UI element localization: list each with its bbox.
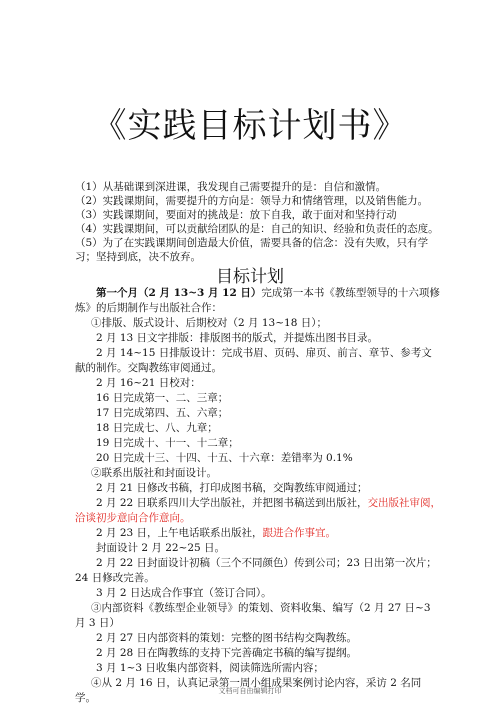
- plan-body: [75, 286, 442, 706]
- highlight-text: 跟进合作事宜。: [262, 527, 337, 539]
- plan-line: 20 日完成十三、十四、十五、十六章：差错率为 0.1%: [96, 452, 353, 464]
- intro-list: [75, 180, 442, 264]
- intro-item: （4）实践课期间，可以贡献给团队的是：自己的知识、经验和负责任的态度。: [75, 223, 439, 235]
- plan-line: 17 日完成第四、五、六章；: [96, 407, 229, 419]
- plan-line: ②联系出版社和封面设计。: [91, 467, 217, 479]
- plan-line: ①排版、版式设计、后期校对（2 月 13~18 日）；: [91, 317, 327, 329]
- plan-line: 2 月 27 日内部资料的策划：完整的图书结构交陶教练。: [96, 632, 358, 644]
- plan-line: 2 月 22 日封面设计初稿（三个不同颜色）传到公司；23 日出第一次片；24 日修改完善。: [75, 557, 437, 584]
- plan-line: [75, 526, 442, 541]
- plan-line: 2 月 13 日文字排版：排版图书的版式，并提炼出图书目录。: [96, 332, 379, 344]
- plan-line: 19 日完成十、十一、十二章；: [96, 437, 239, 449]
- plan-line: 16 日完成第一、二、三章；: [96, 392, 229, 404]
- plan-line: 2 月 21 日修改书稿，打印成图书稿，交陶教练审阅通过；: [96, 482, 368, 494]
- intro-item: （5）为了在实践课期间创造最大价值，需要具备的信念：没有失败，只有学习；坚持到底，决不放弃。: [75, 237, 429, 263]
- plan-line: ③内部资料《教练型企业领导》的策划、资料收集、编写（2 月 27 日~3 月 3 日）: [75, 602, 431, 629]
- intro-item: （2）实践课期间，需要提升的方向是：领导力和情绪管理，以及销售能力。: [75, 195, 429, 207]
- intro-item: （1）从基础课到深进课，我发现自己需要提升的是：自信和激情。: [75, 181, 387, 193]
- plan-line-text: 2 月 23 日，上午电话联系出版社，: [96, 527, 263, 539]
- plan-line-text: 2 月 22 日联系四川大学出版社，并把图书稿送到出版社，: [96, 497, 368, 509]
- page-footer: 文档可自由编辑打印: [218, 687, 282, 695]
- section-heading: 目标计划: [216, 267, 284, 287]
- highlight-text: 交出版社审阅，洽谈初步意向合作意向。: [75, 497, 442, 524]
- plan-line: 2 月 16~21 日校对：: [96, 377, 201, 389]
- plan-line: 3 月 2 日达成合作事宜（签订合同）。: [96, 587, 272, 599]
- plan-line: 封面设计 2 月 22~25 日。: [96, 542, 226, 554]
- month-label: 第一个月（2 月 13~3 月 12 日）: [96, 287, 262, 299]
- intro-item: （3）实践课期间，要面对的挑战是：放下自我，敢于面对和坚持行动: [75, 209, 397, 221]
- month-text: 完成第一本书《教练型领导的十六项修炼》的后期制作与出版社合作：: [75, 287, 440, 314]
- plan-line: [75, 496, 442, 526]
- plan-line: 18 日完成七、八、九章；: [96, 422, 218, 434]
- plan-line: ④从 2 月 16 日，认真记录第一周小组成果案例讨论内容，采访 2 名同学。: [75, 677, 422, 704]
- plan-line: 2 月 14~15 日排版设计：完成书眉、页码、扉页、前言、章节、参考文献的制作。交陶教练审阅通过。: [75, 347, 432, 374]
- plan-line: 2 月 28 日在陶教练的支持下完善确定书稿的编写提纲。: [96, 647, 358, 659]
- document-title: 《实践目标计划书》: [92, 106, 408, 146]
- plan-line: 3 月 1~3 日收集内部资料，阅读筛选所需内容；: [96, 662, 324, 674]
- month-intro: [75, 286, 442, 316]
